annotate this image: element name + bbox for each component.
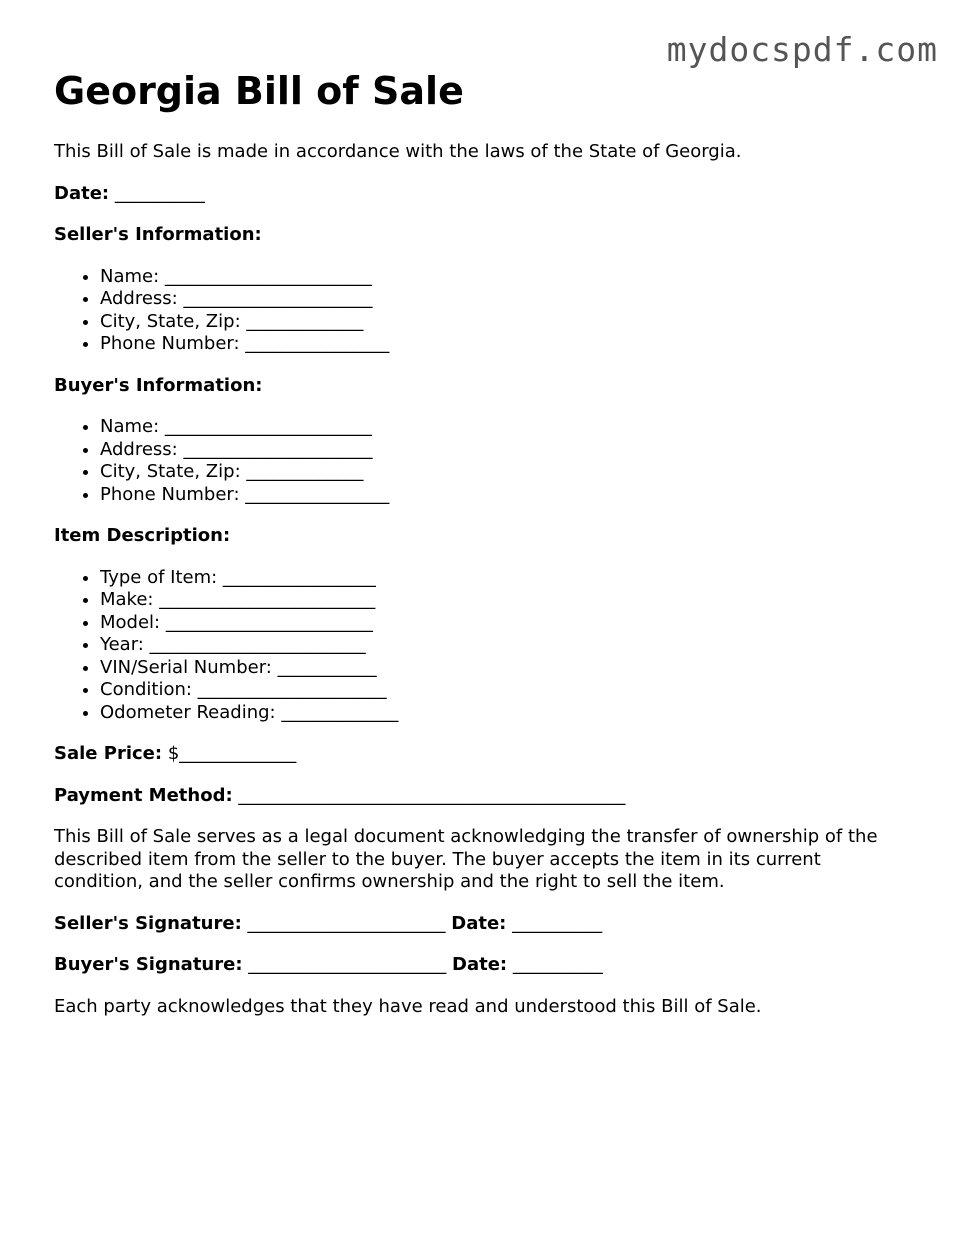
seller-name-field[interactable]: • Name: _______________________	[100, 266, 914, 289]
seller-signature-line	[54, 913, 914, 936]
seller-signature-date-label: Date:	[451, 912, 507, 934]
date-blank[interactable]: __________	[114, 182, 205, 204]
item-type-field[interactable]: • Type of Item: _________________	[100, 567, 914, 590]
buyer-list	[54, 416, 914, 506]
seller-heading: Seller's Information:	[54, 224, 262, 245]
seller-phone-field[interactable]: • Phone Number: ________________	[100, 333, 914, 356]
watermark: mydocspdf.com	[666, 30, 938, 69]
seller-list	[54, 266, 914, 356]
item-odometer-field[interactable]: • Odometer Reading: _____________	[100, 702, 914, 725]
buyer-name-field[interactable]: • Name: _______________________	[100, 416, 914, 439]
closing-text: Each party acknowledges that they have read and understood this Bill of Sale.	[54, 995, 762, 1017]
buyer-signature-date-blank[interactable]: __________	[512, 954, 603, 975]
seller-signature-blank[interactable]: ______________________	[247, 912, 446, 934]
buyer-signature-date-label: Date:	[452, 954, 508, 975]
buyer-heading: Buyer's Information:	[54, 374, 263, 396]
buyer-city-state-zip-field[interactable]: • City, State, Zip: _____________	[100, 461, 914, 484]
sale-price-line	[54, 743, 914, 766]
payment-method-label: Payment Method:	[54, 784, 233, 806]
buyer-signature-blank[interactable]: ______________________	[248, 954, 447, 975]
payment-method-blank[interactable]: ___________________________________________	[238, 784, 626, 806]
date-line	[54, 183, 914, 206]
buyer-phone-field[interactable]: • Phone Number: ________________	[100, 484, 914, 507]
item-heading: Item Description:	[54, 525, 231, 546]
sale-price-label: Sale Price:	[54, 743, 163, 764]
payment-method-line	[54, 785, 914, 808]
page-title: Georgia Bill of Sale	[54, 69, 464, 113]
item-model-field[interactable]: • Model: _______________________	[100, 612, 914, 635]
sale-price-blank[interactable]: $_____________	[167, 743, 297, 764]
buyer-signature-line	[54, 954, 914, 977]
item-condition-field[interactable]: • Condition: _____________________	[100, 679, 914, 702]
item-year-field[interactable]: • Year: ________________________	[100, 634, 914, 657]
item-list	[54, 567, 914, 725]
seller-address-field[interactable]: • Address: _____________________	[100, 288, 914, 311]
item-vin-field[interactable]: • VIN/Serial Number: ___________	[100, 657, 914, 680]
intro-text: This Bill of Sale is made in accordance with the laws of the State of Georgia.	[54, 141, 742, 162]
buyer-address-field[interactable]: • Address: _____________________	[100, 439, 914, 462]
item-make-field[interactable]: • Make: ________________________	[100, 589, 914, 612]
statement-text: This Bill of Sale serves as a legal document acknowledging the transfer of ownership of the described item from the seller to the buyer. The buyer accepts the item in its current condition, and the seller confirms ownership and the right to sell the item.	[54, 826, 878, 892]
seller-signature-date-blank[interactable]: __________	[512, 912, 603, 934]
seller-signature-label: Seller's Signature:	[54, 912, 242, 934]
seller-city-state-zip-field[interactable]: • City, State, Zip: _____________	[100, 311, 914, 334]
buyer-signature-label: Buyer's Signature:	[54, 954, 243, 975]
date-label: Date:	[54, 182, 110, 204]
document-body	[54, 66, 914, 1037]
